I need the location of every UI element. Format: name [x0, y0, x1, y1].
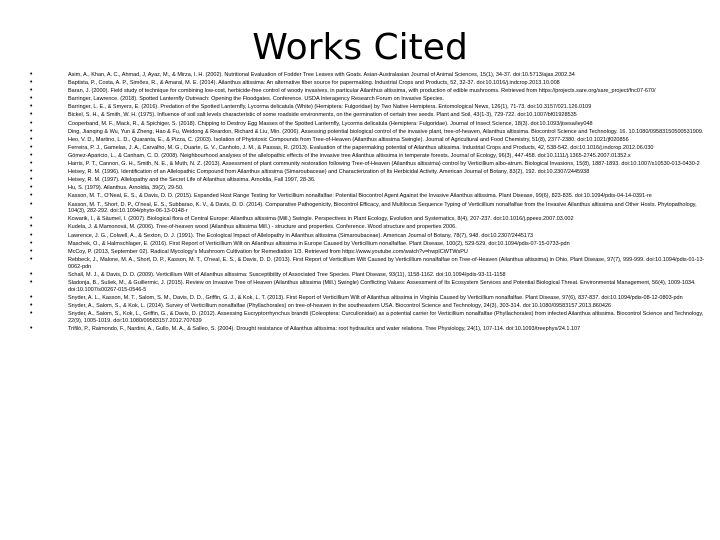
- bullet-icon: •: [30, 231, 33, 239]
- bullet-icon: •: [30, 127, 33, 135]
- bullet-icon: •: [30, 176, 33, 184]
- reference-text: Barringer, Lawrence. (2018). Spotted Lanternfly Outreach: Opening the Floodgates. Conference. USDA Interagency Research Forum on Invasive Species.: [68, 96, 445, 103]
- reference-item: [30, 241, 712, 248]
- bullet-icon: •: [30, 293, 33, 301]
- reference-item: [30, 216, 712, 223]
- bullet-icon: •: [30, 255, 33, 263]
- bullet-icon: •: [30, 103, 33, 111]
- reference-text: Kudela, J. & Mamonová, M. (2006). Tree-of-heaven wood (Ailanthus altissima Mill.) - structure and properties. Conference. Wood structure and properties 2006.: [68, 224, 457, 231]
- bullet-icon: •: [30, 111, 33, 119]
- reference-item: [30, 272, 712, 279]
- reference-item: [30, 233, 712, 240]
- reference-item: [30, 96, 712, 103]
- reference-text: Trifilò, P., Raimondo, F., Nardini, A., Gullo, M. A., & Salleo, S. (2004). Drought resistance of Ailanthus altissima: root hydraulics and water relations. Tree Physiology, 24(1), 107-114. doi:10.1093/treephys/24.1.107: [68, 325, 581, 332]
- reference-text: Kowarik, I., & Säumel, I. (2007). Biological flora of Central Europe: Ailanthus altissima (Mill.) Swingle. Perspectives in Plant Ecology, Evolution and Systematics, 8(4), 207-237. doi:10.1016/j.ppees.2007.03.002: [68, 216, 574, 223]
- bullet-icon: •: [30, 160, 33, 168]
- reference-text: Hu, S. (1979). Ailanthus. Arnoldia, 39(2), 29-50.: [68, 185, 184, 192]
- reference-item: [30, 249, 712, 256]
- reference-text: Heisey, R. M. (1996). Identification of an Allelopathic Compound from Ailanthus altissima (Simaroubaceae) and Characterization of Its Herbicidal Activity. American Journal of Botany, 83(2), 192. doi:10.2307/2445938: [68, 169, 590, 176]
- reference-item: [30, 161, 712, 168]
- references-list: [30, 72, 712, 334]
- reference-item: [30, 326, 712, 333]
- reference-item: [30, 185, 712, 192]
- reference-item: [30, 303, 712, 310]
- bullet-icon: •: [30, 184, 33, 192]
- reference-text: Snyder, A., Salom, S., & Kok, L. (2014). Survey of Verticillium nonalfalfae (Phyllachorales) on tree-of-heaven in the southeastern USA. Biocontrol Science and Technology, 24(3), 303-314. doi:10.1080/09583157.2013.860426: [68, 302, 612, 309]
- reference-item: [30, 88, 712, 95]
- reference-item: [30, 80, 712, 87]
- bullet-icon: •: [30, 247, 33, 255]
- reference-item: [30, 137, 712, 144]
- reference-text: Snyder, A. L., Kasson, M. T., Salom, S. M., Davis, D. D., Griffin, G. J., & Kok, L. T. (2013). First Report of Verticillium Wilt of Ailanthus altissima in Virginia Caused by Verticillium nonalfalfae. Plant Disease, 97(6), 837-837. doi:10.1094/pdis-08-12-0803-pdn: [68, 294, 683, 301]
- bullet-icon: •: [30, 119, 33, 127]
- bullet-icon: •: [30, 239, 33, 247]
- reference-item: [30, 295, 712, 302]
- reference-text: Asim, A., Khan, A. C., Ahmad, J, Ayaz, M., & Mirza, I. H. (2002). Nutritional Evaluation of Fodder Tree Leaves with Goats. Asian-Australasian Journal of Animal Sciences, 15(1), 34-37. doi:10.5713/ajas.2002.34: [68, 72, 575, 78]
- reference-item: [30, 121, 712, 128]
- reference-text: Bickel, S. H., & Smith, W. H. (1975). Influence of soil salt levels characteristic of some roadside environments, on the germination of certain tree seeds. Plant and Soil, 43(1-3), 729-722. doi:10.1007/bf01928535: [68, 112, 577, 119]
- bullet-icon: •: [30, 95, 33, 103]
- reference-text: Harris, P. T., Cannon, G. H., Smith, N. E., & Muth, N. Z. (2013). Assessment of plant community restoration following Tree-of-Heaven (Ailanthus altissima) control by Verticillium albo-atrum. Biological Invasions, 15(8), 1887-1893. doi:10.1007/s10530-013-0430-2: [68, 161, 700, 168]
- bullet-icon: •: [30, 71, 33, 78]
- reference-item: [30, 280, 712, 294]
- reference-item: [30, 153, 712, 160]
- reference-item: [30, 112, 712, 119]
- reference-text: Heisey, R. M. (1997). Allelopathy and the Secret Life of Ailanthus altissima. Arnoldia, Fall 1997, 28-36.: [68, 177, 316, 184]
- reference-text: Ferreira, P. J., Gamelas, J. A., Carvalho, M. G., Duarte, G. V., Canhoto, J. M., & Passas, R. (2013). Evaluation of the papermaking potential of Ailanthus altissima. Industrial Crops and Products, 42, 538-542. doi:10.1016/j.indcrop.2012.06.030: [68, 144, 654, 151]
- bullet-icon: •: [30, 79, 33, 87]
- bullet-icon: •: [30, 309, 33, 317]
- reference-text: Rebbeck, J., Malone, M. A., Short, D. P., Kasson, M. T., O'neal, E. S., & Davis, D. D. (2013). First Report of Verticillium Wilt Caused by Verticillium nonalfalfae on Tree-of-Heaven (Ailanthus altissima) in Ohio. Plant Disease, 97(7), 999-999. doi:10.1094/pdis-01-13-0062-pdn: [68, 256, 705, 270]
- reference-text: McCoy, P. (2013, September 02). Radical Mycology's Mushroom Cultivation for Remediation 1/3. Retrieved from https://www.youtube.com/watch?v=hwpICWTWsPU: [68, 248, 468, 255]
- reference-text: Ding, Jianqing & Wu, Yun & Zheng, Hao & Fu, Weidong & Reardon, Richard & Liu, Min. (2006). Assessing potential biological control of the invasive plant, tree-of-heaven, Ailanthus altissima. Biocontrol Science and Technology. 16. 10.1080/09583150500531909.: [68, 128, 704, 135]
- reference-text: Sladonja, B., Sušek, M., & Guillermic, J. (2015). Review on Invasive Tree of Heaven (Ailanthus altissima (Mill.) Swingle) Conflicting Values: Assessment of Its Ecosystem Services and Potential Biological Threat. Environmental Management, 56(4), 1009-1034. doi:10.1007/s00267-015-0546-5: [68, 279, 696, 293]
- bullet-icon: •: [30, 135, 33, 143]
- bullet-icon: •: [30, 215, 33, 223]
- bullet-icon: •: [30, 200, 33, 208]
- bullet-icon: •: [30, 192, 33, 200]
- bullet-icon: •: [30, 301, 33, 309]
- bullet-icon: •: [30, 223, 33, 231]
- reference-text: Kasson, M. T., Short, D. P., O'neal, E. S., Subbarao, K. V., & Davis, D. D. (2014). Comparative Pathogenicity, Biocontrol Efficacy, and Multilocus Sequence Typing of Verticillium nonalfalfae from the Invasive Ailanthus altissima and Other Hosts. Phytopathology, 104(3), 282-292. doi:10.1094/phyto-06-13-0148-r: [68, 201, 697, 215]
- bullet-icon: •: [30, 168, 33, 176]
- reference-item: [30, 202, 712, 216]
- reference-item: [30, 169, 712, 176]
- reference-item: [30, 193, 712, 200]
- bullet-icon: •: [30, 278, 33, 286]
- bullet-icon: •: [30, 324, 33, 332]
- reference-item: [30, 129, 712, 136]
- reference-item: [30, 145, 712, 152]
- reference-item: [30, 257, 712, 271]
- bullet-icon: •: [30, 143, 33, 151]
- reference-text: Baptista, P., Costa, A. P., Simões, R., & Amaral, M. E. (2014). Ailanthus altissima: An alternative fiber source for papermaking. Industrial Crops and Products, 52, 32-37. doi:10.1016/j.indcrop.2013.10.008: [68, 80, 560, 87]
- reference-text: Kasson, M. T., O'Neal, E. S., & Davis, D. D. (2015). Expanded Host Range Testing for Verticillium nonalfalfae: Potential Biocontrol Agent Against the Invasive Ailanthus altissima. Plant Disease, 99(6), 823-835. doi:10.1094/pdis-04-14-0391-re: [68, 193, 652, 200]
- reference-text: Snyder, A., Salom, S., Kok, L., Griffin, G., & Davis, D. (2012). Assessing Eucryptorrhynchus brandti (Coleoptera: Curculionidae) as a potential carrier for Verticillium nonalfalfae (Phyllachorales) from infected Ailanthus altissima. Biocontrol Science and Technology, 22(9), 1005-1019. doi:10.1080/09583157.2012.707639: [68, 310, 704, 324]
- reference-item: [30, 224, 712, 231]
- bullet-icon: •: [30, 87, 33, 95]
- reference-text: Baran, J. (2000). Field study of technique for combining low-cost, herbicide-free control of woody invasives, in particular Ailanthus altissima, with production of edible mushrooms. Retrieved from https://projects.sare.org/sare_project/fnc07-670/: [68, 88, 656, 95]
- reference-text: Lawrence, J. G., Colwell, A., & Sexton, O. J. (1991). The Ecological Impact of Allelopathy in Ailanthus altissima (Simaroubaceae). American Journal of Botany, 78(7), 948. doi:10.2307/2445173: [68, 232, 534, 239]
- reference-text: Schall, M. J., & Davis, D. D. (2009). Verticillium Wilt of Ailanthus altissima: Susceptibility of Associated Tree Species. Plant Disease, 93(11), 1158-1162. doi:10.1094/pdis-93-11-1158: [68, 271, 506, 278]
- reference-item: [30, 177, 712, 184]
- reference-item: [30, 72, 712, 79]
- bullet-icon: •: [30, 270, 33, 278]
- reference-text: Barringer, L. E., & Smyers, E. (2016). Predation of the Spotted Lanternfly, Lycorma delicatula (White) (Hemiptera: Fulgoridae) by Two Native Hemiptera. Entomological News, 126(1), 71-73. doi:10.3157/021.126.0109: [68, 104, 592, 111]
- reference-text: Heo, V. D., Martino, L. D., Quaranta, E., & Pizza, C. (2003). Isolation of Phytotoxic Compounds from Tree-of-Heaven (Ailanthus altissima Swingle). Journal of Agricultural and Food Chemistry, 51(8), 2377-2380. doi:10.1021/jf020856: [68, 136, 629, 143]
- bullet-icon: •: [30, 151, 33, 159]
- reference-text: Gómez-Aparicio, L., & Canham, C. D. (2008). Neighbourhood analyses of the allelopathic effects of the invasive tree Ailanthus altissima in temperate forests. Journal of Ecology, 96(3), 447-458. doi:10.1111/j.1365-2745.2007.01352.x: [68, 152, 631, 159]
- reference-text: Cooperband, M. F., Mack, R., & Spichiger, S. (2018). Chipping to Destroy Egg Masses of the Spotted Lanternfly, Lycorma delicatula (Hemiptera: Fulgoridae). Journal of Insect Science, 18(3). doi:10.1093/jisesa/iey048: [68, 120, 593, 127]
- page-title: Works Cited: [252, 27, 468, 68]
- reference-text: Maschek, O., & Halmschlager, E. (2016). First Report of Verticillium Wilt on Ailanthus altissima in Europe Caused by Verticillium nonalfalfae. Plant Disease, 100(2), 529-529. doi:10.1094/pdis-07-15-0733-pdn: [68, 240, 570, 247]
- reference-item: [30, 104, 712, 111]
- reference-item: [30, 311, 712, 325]
